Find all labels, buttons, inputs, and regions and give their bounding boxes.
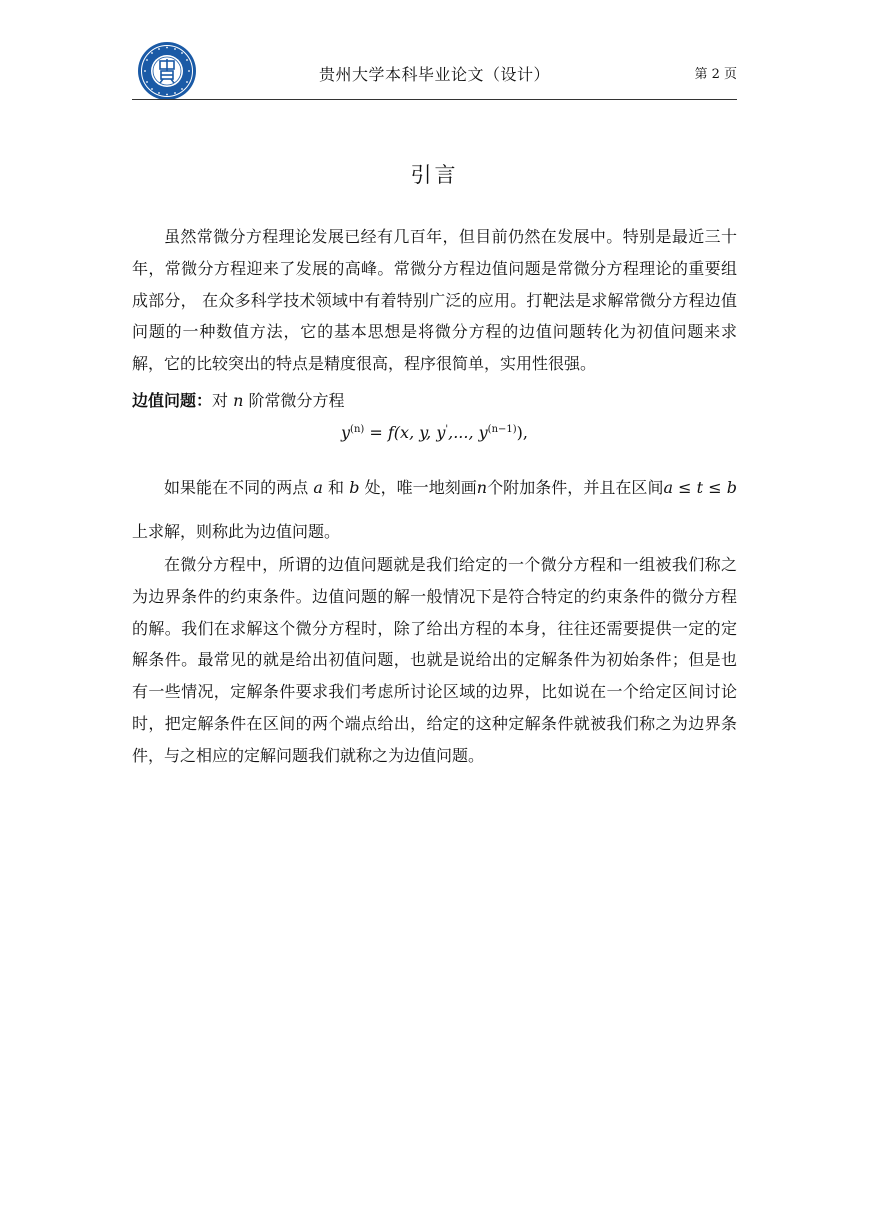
condition-interval: a ≤ t ≤ b	[663, 478, 737, 497]
formula-prime: '	[445, 424, 449, 435]
condition-text-2: 和	[322, 478, 350, 497]
intro-section	[132, 221, 737, 380]
definition-var-n: n	[233, 391, 244, 410]
condition-text-5: 上求解，则称此为边值问题。	[132, 522, 341, 541]
intro-paragraph: 虽然常微分方程理论发展已经有几百年，但目前仍然在发展中。特别是最近三十年，常微分方程迎来了发展的高峰。常微分方程边值问题是常微分方程理论的重要组成部分， 在众多科学技术领域中有着特别广泛的应用。打靶法是求解常微分方程边值问题的一种数值方法，它的基本思想是将微分方程的边值问题转化为初值问题来求解，它的比较突出的特点是精度很高，程序很简单，实用性很强。	[132, 227, 737, 374]
ode-formula	[0, 423, 869, 442]
page-header	[0, 0, 869, 100]
page-number: 第 2 页	[694, 67, 737, 82]
formula-f: f	[387, 423, 394, 442]
condition-var-n: n	[476, 478, 488, 497]
formula-eq: =	[364, 423, 388, 442]
explanation-section	[132, 549, 737, 772]
header-divider	[132, 99, 737, 100]
definition-line	[132, 388, 737, 414]
condition-text-4: 个附加条件，并且在区间	[487, 478, 664, 497]
formula-args-close: ),	[516, 423, 528, 442]
formula-args-mid: ,..., y	[448, 423, 488, 442]
condition-text-1: 如果能在不同的两点	[164, 478, 314, 497]
condition-paragraph	[132, 466, 737, 554]
condition-var-b: b	[349, 478, 360, 497]
explanation-paragraph: 在微分方程中，所谓的边值问题就是我们给定的一个微分方程和一组被我们称之为边界条件的约束条件。边值问题的解一般情况下是符合特定的约束条件的微分方程的解。我们在求解这个微分方程时，除了给出方程的本身，往往还需要提供一定的定解条件。最常见的就是给出初值问题，也就是说给出的定解条件为初始条件；但是也有一些情况，定解条件要求我们考虑所讨论区域的边界，比如说在一个给定区间讨论时，把定解条件在区间的两个端点给出，给定的这种定解条件就被我们称之为边界条件，与之相应的定解问题我们就称之为边值问题。	[132, 555, 737, 765]
formula-lhs: y	[341, 423, 351, 442]
condition-text-3: 处，唯一地刻画	[359, 478, 477, 497]
formula-args-open: (x, y, y	[393, 423, 446, 442]
condition-section	[132, 466, 737, 554]
formula-last-sup: (n−1)	[487, 424, 517, 435]
definition-text-after: 阶常微分方程	[243, 391, 345, 410]
formula-lhs-sup: (n)	[350, 424, 365, 435]
section-title: 引言	[410, 163, 459, 187]
header-title: 贵州大学本科毕业论文（设计）	[318, 65, 550, 84]
condition-var-a: a	[313, 478, 323, 497]
definition-label: 边值问题：	[132, 391, 213, 410]
definition-text-before: 对	[212, 391, 234, 410]
